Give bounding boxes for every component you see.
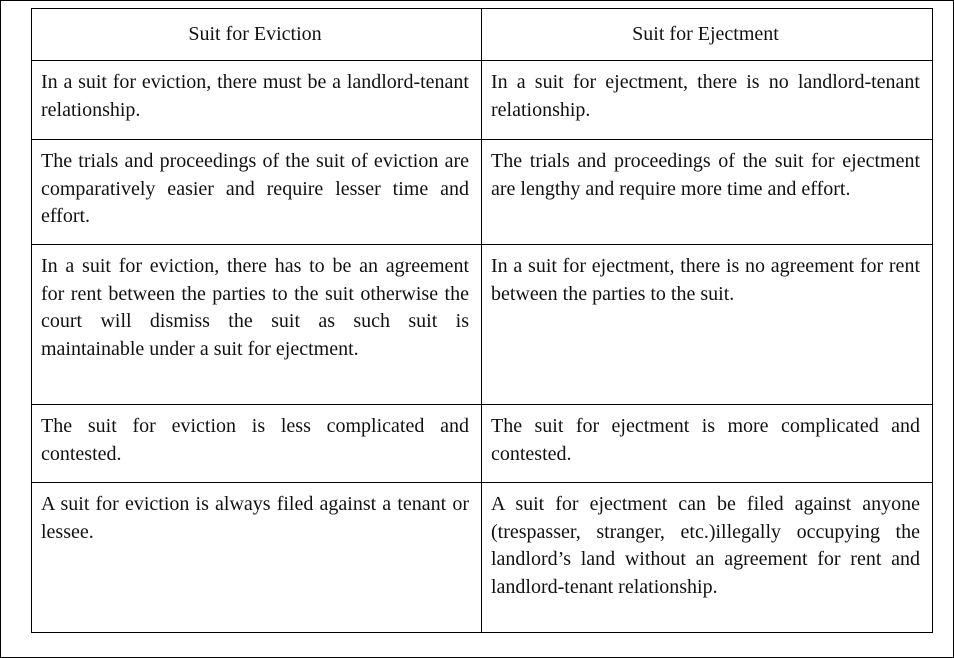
table-row: [32, 140, 933, 245]
header-suit-for-ejectment: Suit for Ejectment: [482, 9, 933, 61]
ejectment-cell: The suit for ejectment is more complicated and contested.: [482, 405, 933, 483]
table-row: [32, 61, 933, 140]
eviction-cell: The trials and proceedings of the suit of eviction are comparatively easier and require lesser time and effort.: [32, 140, 482, 245]
comparison-table: [31, 8, 933, 633]
table-header-row: [32, 9, 933, 61]
eviction-cell: A suit for eviction is always filed against a tenant or lessee.: [32, 483, 482, 633]
ejectment-cell: The trials and proceedings of the suit for ejectment are lengthy and require more time and effort.: [482, 140, 933, 245]
ejectment-cell: A suit for ejectment can be filed against anyone (trespasser, stranger, etc.)illegally occupying the landlord’s land without an agreement for rent and landlord-tenant relationship.: [482, 483, 933, 633]
ejectment-cell: In a suit for ejectment, there is no landlord-tenant relationship.: [482, 61, 933, 140]
ejectment-cell: In a suit for ejectment, there is no agreement for rent between the parties to the suit.: [482, 245, 933, 405]
eviction-cell: The suit for eviction is less complicated and contested.: [32, 405, 482, 483]
table-row: [32, 245, 933, 405]
table-row: [32, 483, 933, 633]
table-row: [32, 405, 933, 483]
eviction-cell: In a suit for eviction, there has to be an agreement for rent between the parties to the suit otherwise the court will dismiss the suit as such suit is maintainable under a suit for ejectment.: [32, 245, 482, 405]
header-suit-for-eviction: Suit for Eviction: [32, 9, 482, 61]
eviction-cell: In a suit for eviction, there must be a landlord-tenant relationship.: [32, 61, 482, 140]
